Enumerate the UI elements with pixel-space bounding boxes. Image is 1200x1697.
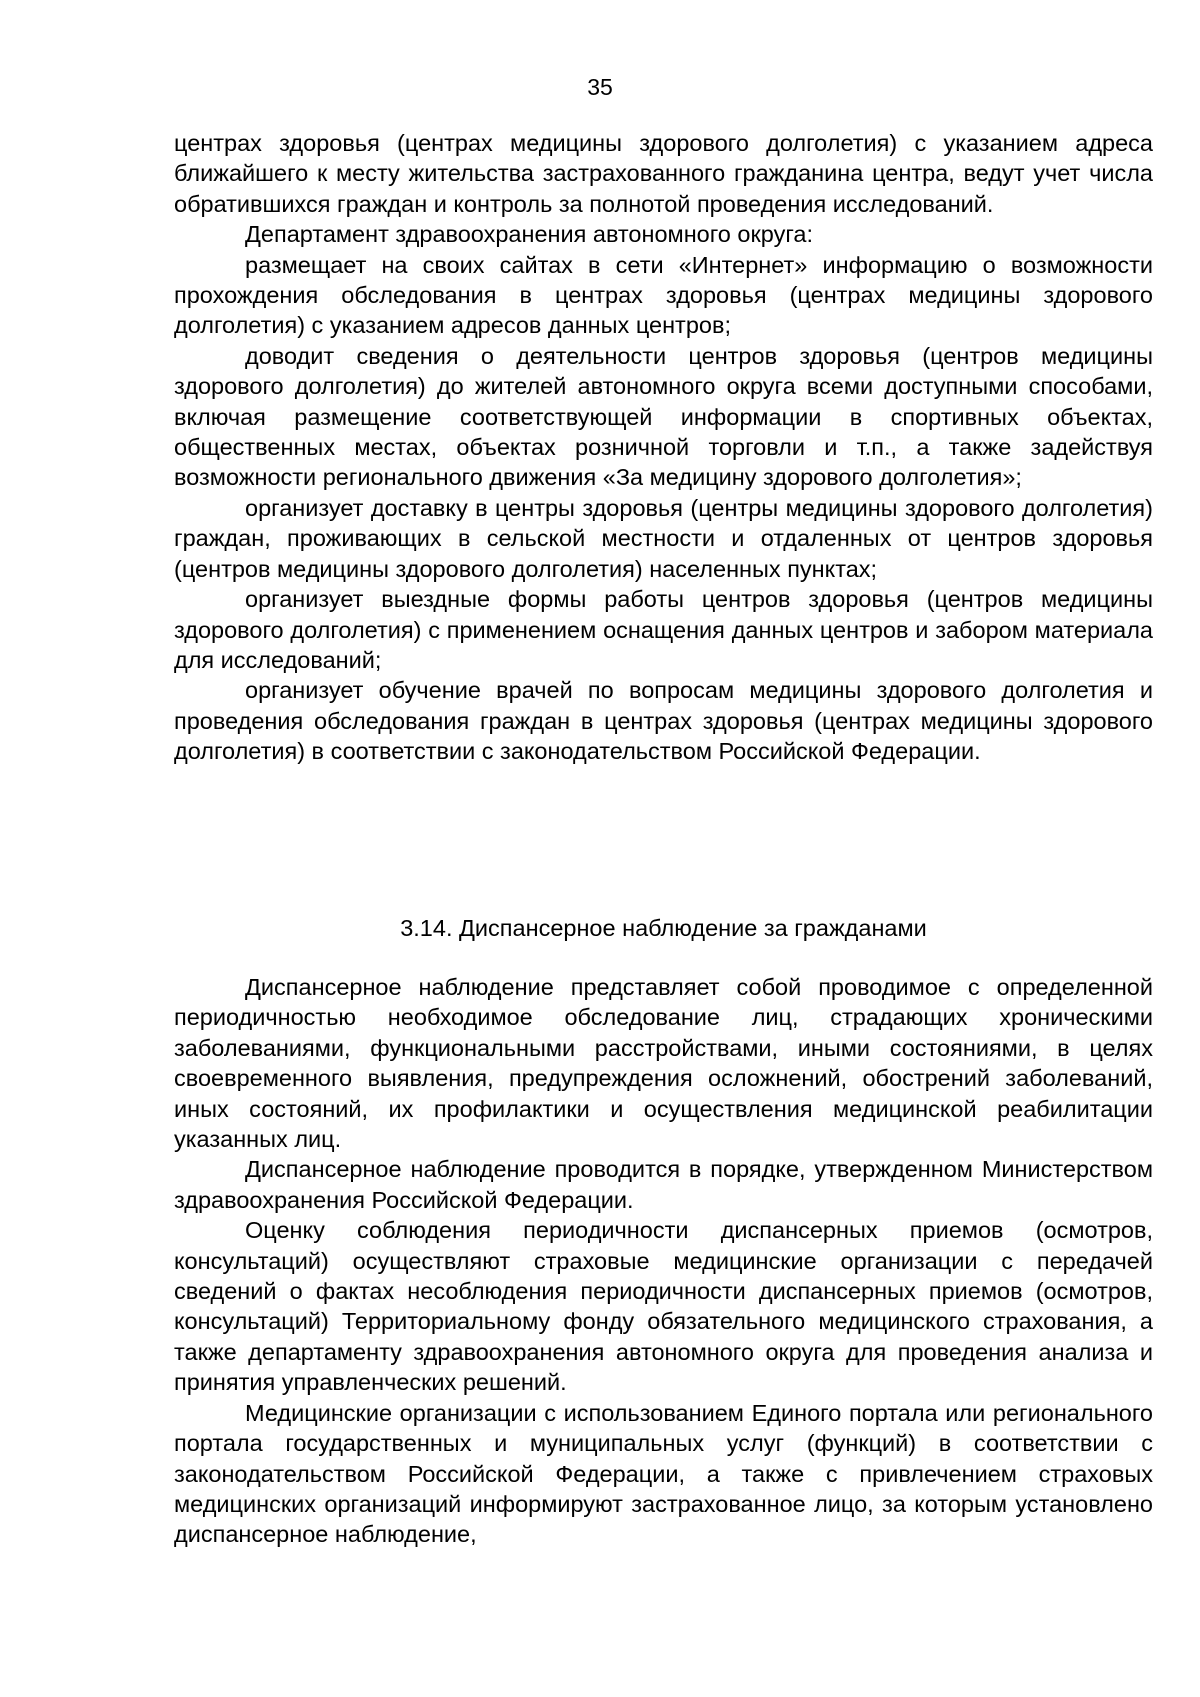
top-text-block	[174, 128, 1153, 767]
paragraph-continuation: центрах здоровья (центрах медицины здорового долголетия) с указанием адреса ближайшего к месту жительства застрахованного гражданина центра, ведут учет числа обратившихся граждан и контроль за полнотой проведения исследований.	[174, 130, 1153, 217]
paragraph-internet-info: размещает на своих сайтах в сети «Интернет» информацию о возможности прохождения обследования в центрах здоровья (центрах медицины здорового долголетия) с указанием адресов данных центров;	[174, 251, 1153, 339]
section-text-block	[174, 972, 1153, 1550]
paragraph-mobile-forms: организует выездные формы работы центров здоровья (центров медицины здорового долголетия) с применением оснащения данных центров и забором материала для исследований;	[174, 586, 1153, 673]
paragraph-delivery: организует доставку в центры здоровья (центры медицины здорового долголетия) граждан, проживающих в сельской местности и отдаленных от центров здоровья (центров медицины здорового долголетия) населенных пунктах;	[174, 494, 1153, 582]
paragraph-doctor-training: организует обучение врачей по вопросам медицины здорового долголетия и проведения обследования граждан в центрах здоровья (центрах медицины здорового долголетия) в соответствии с законодательством Российской Федерации.	[174, 677, 1153, 765]
paragraph-procedure: Диспансерное наблюдение проводится в порядке, утвержденном Министерством здравоохранения Российской Федерации.	[174, 1156, 1153, 1213]
paragraph-definition: Диспансерное наблюдение представляет собой проводимое с определенной периодичностью необходимое обследование лиц, страдающих хроническими заболеваниями, функциональными расстройствами, иными состояниями, в целях своевременного выявления, предупреждения осложнений, обострений заболеваний, иных состояний, их профилактики и осуществления медицинской реабилитации указанных лиц.	[174, 974, 1153, 1153]
section-heading: 3.14. Диспансерное наблюдение за гражданами	[400, 915, 927, 941]
paragraph-assessment: Оценку соблюдения периодичности диспансерных приемов (осмотров, консультаций) осуществляют страховые медицинские организации с передачей сведений о фактах несоблюдения периодичности диспансерных приемов (осмотров, консультаций) Территориальному фонду обязательного медицинского страхования, а также департаменту здравоохранения автономного округа для проведения анализа и принятия управленческих решений.	[174, 1217, 1153, 1396]
paragraph-inform-residents: доводит сведения о деятельности центров здоровья (центров медицины здорового долголетия) до жителей автономного округа всеми доступными способами, включая размещение соответствующей информации в спортивных объектах, общественных местах, объектах розничной торговли и т.п., а также задействуя возможности регионального движения «За медицину здорового долголетия»;	[174, 342, 1153, 491]
paragraph-informing: Медицинские организации с использованием Единого портала или регионального портала государственных и муниципальных услуг (функций) в соответствии с законодательством Российской Федерации, а также с привлечением страховых медицинских организаций информируют застрахованное лицо, за которым установлено диспансерное наблюдение,	[174, 1399, 1153, 1548]
page-number: 35	[587, 74, 613, 100]
paragraph-department-intro: Департамент здравоохранения автономного округа:	[245, 221, 813, 248]
